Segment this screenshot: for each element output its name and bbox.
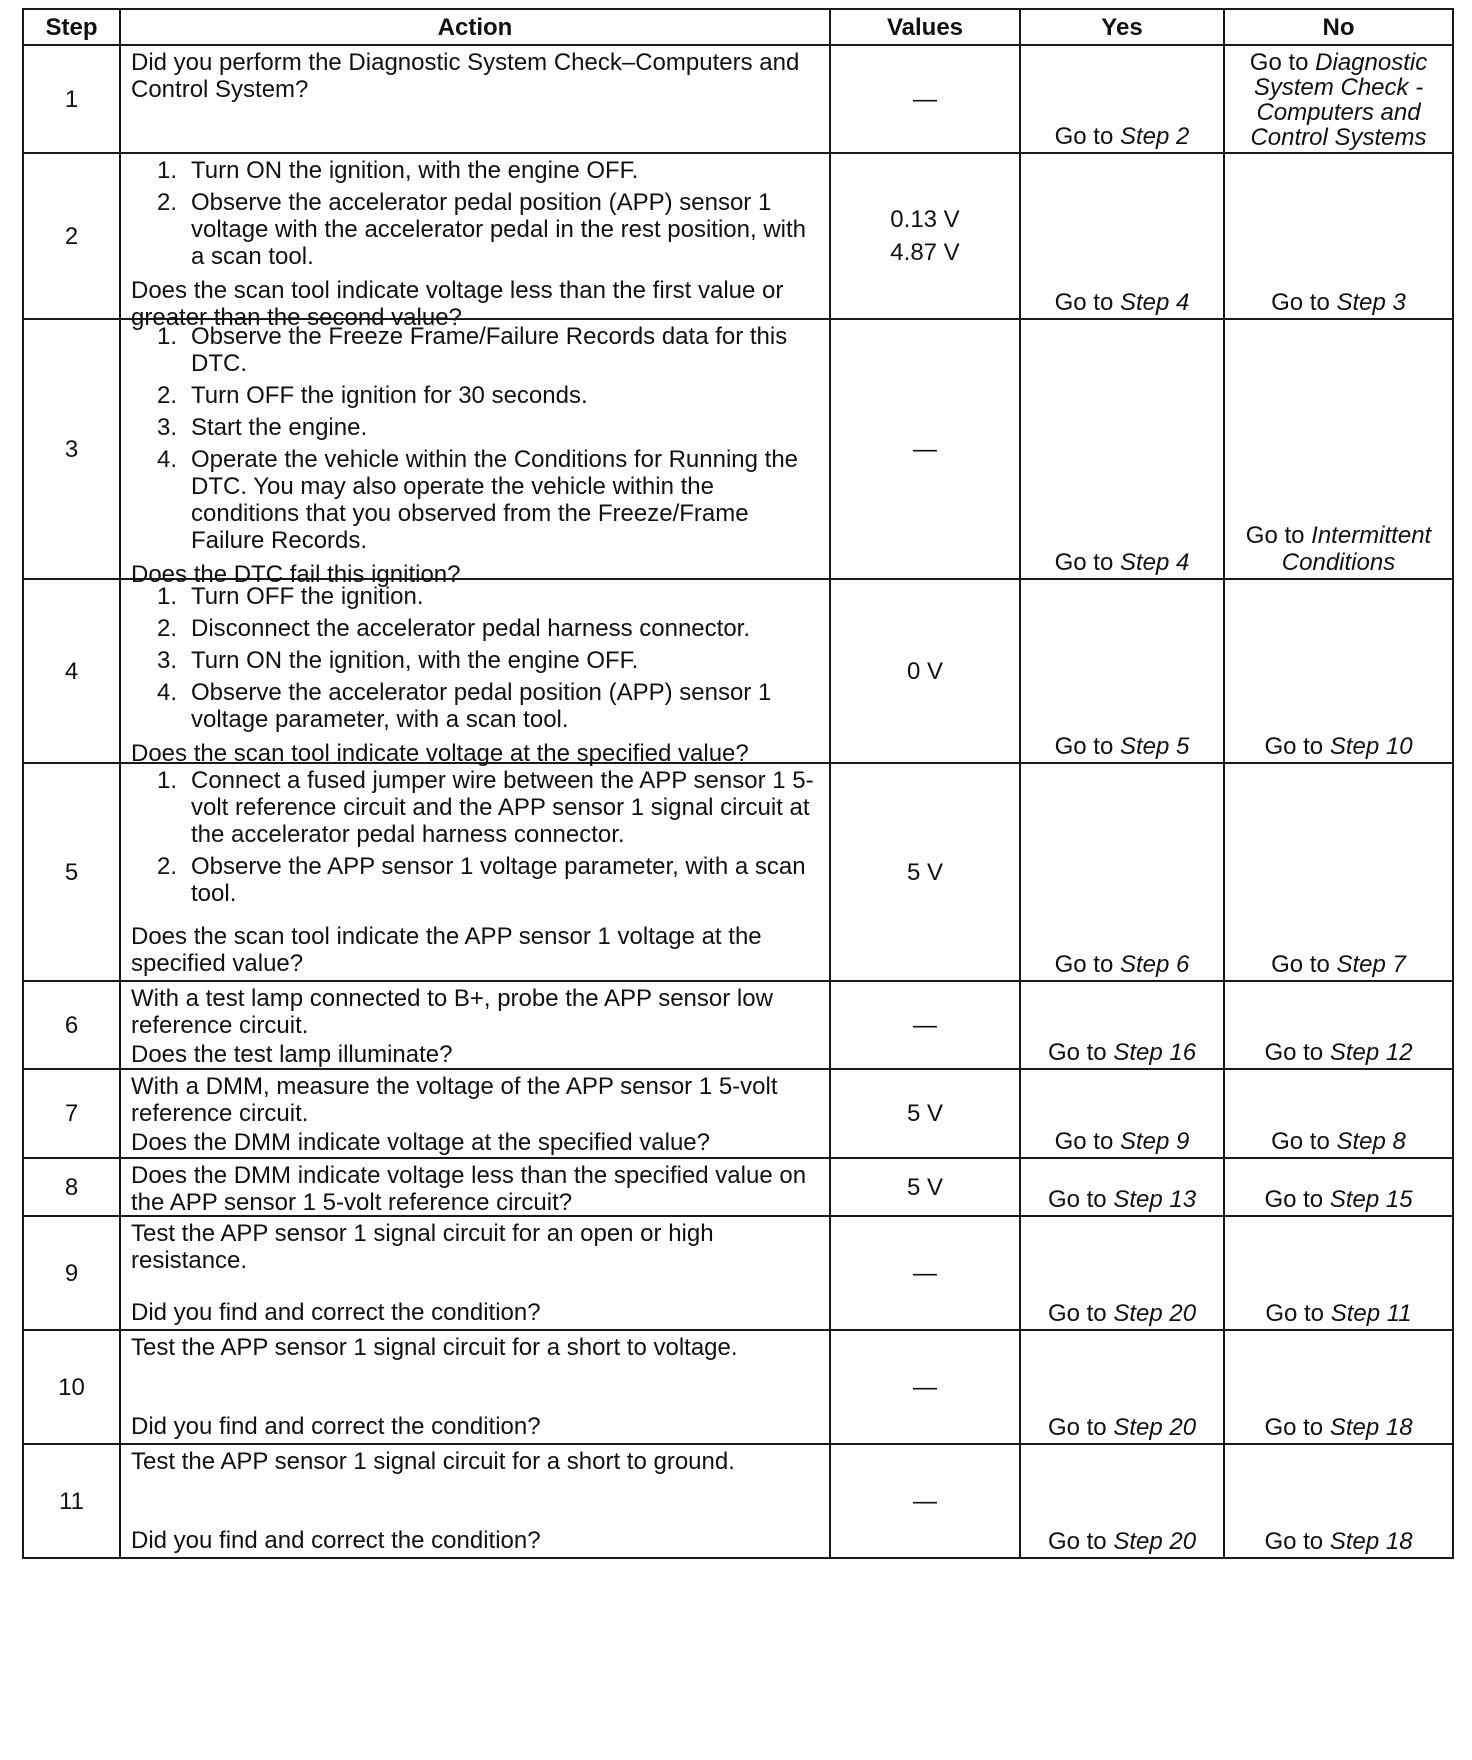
- table-row: [23, 763, 1453, 981]
- action-step-item: [157, 767, 819, 848]
- action-content: [131, 1448, 819, 1554]
- no-goto-link[interactable]: Step 18: [1329, 1414, 1413, 1441]
- action-instructions: [131, 1162, 819, 1216]
- action-step-text: Operate the vehicle within the Conditions for Running the DTC. You may also operate the vehicle within the conditions that you observed from the Freeze/Frame Failure Records.: [191, 446, 799, 554]
- yes-goto-link[interactable]: Step 6: [1119, 951, 1190, 978]
- no-cell: [1224, 1069, 1453, 1158]
- yes-cell: [1020, 981, 1224, 1069]
- no-cell: [1224, 579, 1453, 763]
- action-cell: [120, 1216, 830, 1330]
- yes-cell: [1020, 1069, 1224, 1158]
- no-goto-prefix: Go to: [1264, 1528, 1324, 1555]
- table-row: [23, 1330, 1453, 1444]
- action-cell: [120, 763, 830, 981]
- spec-value: 0.13 V: [890, 206, 960, 233]
- table-row: [23, 579, 1453, 763]
- table-body: [23, 45, 1453, 1558]
- yes-goto-prefix: Go to: [1054, 289, 1114, 316]
- action-cell: [120, 319, 830, 588]
- no-goto-prefix: Go to: [1264, 1414, 1324, 1441]
- action-cell: [120, 1069, 830, 1158]
- table-row: [23, 1158, 1453, 1216]
- yes-cell: [1020, 319, 1224, 579]
- yes-goto-prefix: Go to: [1047, 1039, 1107, 1066]
- yes-goto-link[interactable]: Step 2: [1119, 123, 1190, 150]
- action-step-number: 1.: [157, 157, 178, 184]
- action-step-list: [131, 323, 819, 554]
- values-cell: [830, 763, 1020, 981]
- header-row: [23, 9, 1453, 45]
- step-number: 2: [23, 153, 120, 319]
- spec-value: —: [913, 435, 937, 463]
- yes-cell: [1020, 153, 1224, 319]
- action-step-text: Observe the accelerator pedal position (APP) sensor 1 voltage parameter, with a scan tool.: [191, 679, 772, 733]
- step-number: 8: [23, 1158, 120, 1216]
- action-step-text: Observe the APP sensor 1 voltage parameter, with a scan tool.: [191, 853, 806, 907]
- step-number: 9: [23, 1216, 120, 1330]
- no-cell: [1224, 1444, 1453, 1558]
- action-step-text: Turn OFF the ignition for 30 seconds.: [191, 382, 588, 409]
- header-values: Values: [830, 9, 1020, 45]
- values-cell: [830, 1216, 1020, 1330]
- action-content: [131, 985, 819, 1068]
- diagnostic-table: [22, 8, 1454, 1559]
- table-row: [23, 1216, 1453, 1330]
- no-cell: [1224, 319, 1453, 579]
- header-no: No: [1224, 9, 1453, 45]
- yes-goto-link[interactable]: Step 20: [1113, 1300, 1197, 1327]
- diagnostic-table-sheet: [22, 8, 1452, 1559]
- action-step-item: [157, 853, 819, 907]
- no-goto-link[interactable]: Intermittent Conditions: [1281, 522, 1432, 576]
- action-step-item: [157, 446, 819, 554]
- action-step-item: [157, 157, 819, 184]
- no-goto-prefix: Go to: [1264, 733, 1324, 760]
- action-step-text: Observe the Freeze Frame/Failure Records data for this DTC.: [191, 323, 788, 377]
- action-step-number: 3.: [157, 647, 178, 674]
- action-step-list: [131, 157, 819, 270]
- no-goto-prefix: Go to: [1264, 1186, 1324, 1213]
- yes-goto-link[interactable]: Step 4: [1119, 549, 1190, 576]
- action-cell: [120, 579, 830, 767]
- no-cell: [1224, 763, 1453, 981]
- spec-value: 5 V: [906, 1173, 944, 1201]
- spec-value: 0 V: [906, 657, 944, 685]
- action-content: [131, 1334, 819, 1440]
- action-step-text: Turn ON the ignition, with the engine OFF.: [191, 647, 639, 674]
- action-step-item: [157, 189, 819, 270]
- yes-cell: [1020, 1444, 1224, 1558]
- no-goto-link[interactable]: Diagnostic System Check - Computers and Control Systems: [1250, 49, 1428, 151]
- no-goto-prefix: Go to: [1264, 1039, 1324, 1066]
- action-content: [131, 1073, 819, 1154]
- table-row: [23, 153, 1453, 319]
- action-step-text: Connect a fused jumper wire between the APP sensor 1 5-volt reference circuit and the APP sensor 1 signal circuit at the accelerator pedal harness connector.: [191, 767, 814, 848]
- action-cell: [120, 153, 830, 331]
- yes-cell: [1020, 45, 1224, 153]
- action-instructions: [131, 157, 819, 275]
- spec-value: —: [913, 1011, 937, 1039]
- step-number: 7: [23, 1069, 120, 1158]
- action-instructions: [131, 1448, 819, 1475]
- spec-value: —: [913, 1373, 937, 1401]
- table-row: [23, 1444, 1453, 1558]
- yes-goto-prefix: Go to: [1047, 1186, 1107, 1213]
- step-number: 3: [23, 319, 120, 579]
- yes-goto-prefix: Go to: [1047, 1414, 1107, 1441]
- action-step-item: [157, 414, 819, 441]
- yes-cell: [1020, 1330, 1224, 1444]
- header-yes: Yes: [1020, 9, 1224, 45]
- step-number: 11: [23, 1444, 120, 1558]
- action-step-number: 1.: [157, 767, 178, 794]
- action-step-number: 2.: [157, 853, 178, 880]
- action-content: [131, 767, 819, 977]
- action-step-number: 2.: [157, 382, 178, 409]
- action-step-number: 1.: [157, 323, 178, 350]
- yes-cell: [1020, 763, 1224, 981]
- action-question: Does the DMM indicate voltage at the specified value?: [131, 1129, 710, 1156]
- spec-value: 4.87 V: [890, 239, 960, 266]
- yes-goto-link[interactable]: Step 9: [1119, 1128, 1190, 1155]
- action-step-text: Start the engine.: [191, 414, 368, 441]
- no-goto-prefix: Go to: [1245, 522, 1305, 549]
- action-cell: [120, 45, 830, 153]
- action-step-number: 4.: [157, 446, 178, 473]
- values-cell: [830, 153, 1020, 319]
- no-goto-prefix: Go to: [1265, 1300, 1325, 1327]
- action-instructions: [131, 1073, 819, 1127]
- values-cell: [830, 319, 1020, 579]
- action-cell: [120, 981, 830, 1069]
- action-question: Did you find and correct the condition?: [131, 1299, 541, 1326]
- action-step-text: Disconnect the accelerator pedal harness connector.: [191, 615, 750, 642]
- spec-value: 5 V: [906, 1100, 944, 1127]
- action-question: Did you find and correct the condition?: [131, 1413, 541, 1440]
- action-instructions: [131, 1334, 819, 1361]
- action-text: Did you perform the Diagnostic System Check–Computers and Control System?: [131, 49, 800, 103]
- no-goto-link[interactable]: Step 8: [1336, 1128, 1406, 1155]
- action-step-text: Turn OFF the ignition.: [191, 583, 424, 610]
- yes-goto-link[interactable]: Step 13: [1113, 1186, 1197, 1213]
- no-goto-link[interactable]: Step 3: [1336, 289, 1406, 316]
- yes-goto-link[interactable]: Step 4: [1119, 289, 1190, 316]
- action-step-number: 3.: [157, 414, 178, 441]
- no-cell: [1224, 45, 1453, 153]
- action-step-list: [131, 767, 819, 907]
- action-text: Test the APP sensor 1 signal circuit for a short to ground.: [131, 1448, 735, 1475]
- yes-cell: [1020, 1158, 1224, 1216]
- action-question: Did you find and correct the condition?: [131, 1527, 541, 1554]
- table-row: [23, 981, 1453, 1069]
- values-cell: [830, 1444, 1020, 1558]
- no-cell: [1224, 153, 1453, 319]
- spec-value: —: [913, 1487, 937, 1515]
- action-step-item: [157, 583, 819, 610]
- no-goto-link[interactable]: Step 10: [1329, 733, 1413, 760]
- values-cell: [830, 579, 1020, 763]
- spec-value: 5 V: [906, 858, 944, 886]
- no-goto-prefix: Go to: [1271, 951, 1330, 978]
- action-instructions: [131, 985, 819, 1039]
- no-goto-link[interactable]: Step 12: [1329, 1039, 1413, 1066]
- yes-goto-link[interactable]: Step 20: [1113, 1528, 1197, 1555]
- action-step-number: 4.: [157, 679, 178, 706]
- no-cell: [1224, 1158, 1453, 1216]
- yes-goto-prefix: Go to: [1054, 123, 1114, 150]
- action-step-number: 2.: [157, 615, 178, 642]
- values-cell: [830, 981, 1020, 1069]
- no-goto-link[interactable]: Step 7: [1336, 951, 1406, 978]
- no-goto-prefix: Go to: [1249, 49, 1309, 76]
- action-content: [131, 1162, 819, 1216]
- no-goto-link[interactable]: Step 11: [1330, 1300, 1412, 1327]
- yes-goto-prefix: Go to: [1047, 1528, 1107, 1555]
- yes-goto-prefix: Go to: [1054, 1128, 1114, 1155]
- action-instructions: [131, 1220, 819, 1274]
- action-instructions: [131, 583, 819, 738]
- action-question: Does the test lamp illuminate?: [131, 1041, 453, 1068]
- spec-value: —: [913, 1259, 937, 1287]
- step-number: 10: [23, 1330, 120, 1444]
- action-step-text: Observe the accelerator pedal position (APP) sensor 1 voltage with the accelerator pedal in the rest position, with a scan tool.: [191, 189, 807, 270]
- action-text: Does the DMM indicate voltage less than the specified value on the APP sensor 1 5-volt reference circuit?: [131, 1162, 807, 1216]
- table-row: [23, 1069, 1453, 1158]
- table-row: [23, 45, 1453, 153]
- step-number: 4: [23, 579, 120, 763]
- action-instructions: [131, 323, 819, 559]
- action-question: Does the DTC fail this ignition?: [131, 561, 461, 588]
- action-text: Test the APP sensor 1 signal circuit for an open or high resistance.: [131, 1220, 714, 1274]
- yes-cell: [1020, 1216, 1224, 1330]
- action-step-list: [131, 583, 819, 733]
- step-number: 5: [23, 763, 120, 981]
- no-goto-prefix: Go to: [1271, 289, 1330, 316]
- yes-goto-prefix: Go to: [1054, 951, 1114, 978]
- action-step-item: [157, 615, 819, 642]
- no-goto-prefix: Go to: [1271, 1128, 1330, 1155]
- yes-goto-link[interactable]: Step 16: [1113, 1039, 1197, 1066]
- no-cell: [1224, 1330, 1453, 1444]
- header-step: Step: [23, 9, 120, 45]
- yes-cell: [1020, 579, 1224, 763]
- action-cell: [120, 1330, 830, 1444]
- action-step-number: 1.: [157, 583, 178, 610]
- action-question: Does the scan tool indicate voltage less than the first value or greater than the second value?: [131, 277, 784, 331]
- action-question: Does the scan tool indicate voltage at the specified value?: [131, 740, 749, 767]
- no-goto-link[interactable]: Step 15: [1329, 1186, 1413, 1213]
- header-action: Action: [120, 9, 830, 45]
- action-content: [131, 583, 819, 767]
- no-goto-link[interactable]: Step 18: [1329, 1528, 1413, 1555]
- values-cell: [830, 1069, 1020, 1158]
- action-step-number: 2.: [157, 189, 178, 216]
- action-step-item: [157, 679, 819, 733]
- yes-goto-prefix: Go to: [1054, 549, 1114, 576]
- action-content: [131, 157, 819, 331]
- yes-goto-link[interactable]: Step 5: [1119, 733, 1190, 760]
- values-cell: [830, 1330, 1020, 1444]
- yes-goto-prefix: Go to: [1047, 1300, 1107, 1327]
- action-cell: [120, 1158, 830, 1216]
- action-step-item: [157, 647, 819, 674]
- no-cell: [1224, 981, 1453, 1069]
- action-question: Does the scan tool indicate the APP sensor 1 voltage at the specified value?: [131, 923, 762, 977]
- action-text: With a DMM, measure the voltage of the APP sensor 1 5-volt reference circuit.: [131, 1073, 778, 1127]
- action-step-item: [157, 323, 819, 377]
- action-instructions: [131, 49, 819, 103]
- action-text: With a test lamp connected to B+, probe the APP sensor low reference circuit.: [131, 985, 773, 1039]
- action-cell: [120, 1444, 830, 1558]
- step-number: 6: [23, 981, 120, 1069]
- yes-goto-prefix: Go to: [1054, 733, 1114, 760]
- action-content: [131, 49, 819, 149]
- action-content: [131, 1220, 819, 1326]
- action-text: Test the APP sensor 1 signal circuit for a short to voltage.: [131, 1334, 738, 1361]
- action-instructions: [131, 767, 819, 912]
- table-row: [23, 319, 1453, 579]
- spec-value: —: [913, 85, 937, 113]
- values-cell: [830, 1158, 1020, 1216]
- step-number: 1: [23, 45, 120, 153]
- action-content: [131, 323, 819, 588]
- values-cell: [830, 45, 1020, 153]
- action-step-text: Turn ON the ignition, with the engine OFF.: [191, 157, 639, 184]
- yes-goto-link[interactable]: Step 20: [1113, 1414, 1197, 1441]
- no-cell: [1224, 1216, 1453, 1330]
- action-step-item: [157, 382, 819, 409]
